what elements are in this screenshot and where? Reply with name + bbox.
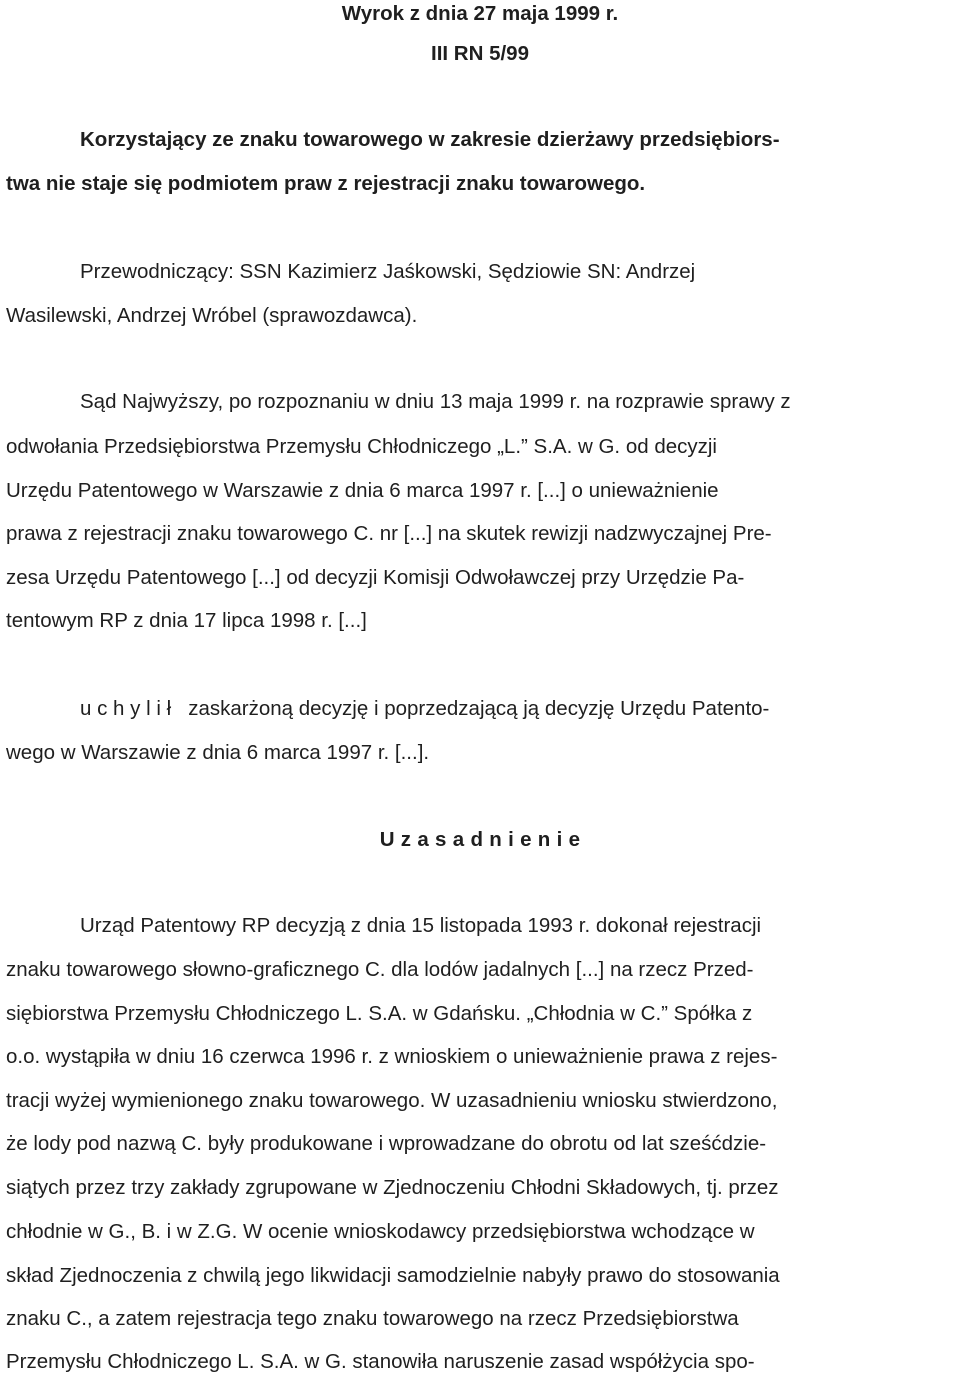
justification-line: znaku C., a zatem rejestracja tego znaku towarowego na rzecz Przedsiębiorstwa [6,1307,739,1330]
ruling-line: prawa z rejestracji znaku towarowego C. nr [...] na skutek rewizji nadzwyczajnej Pre- [6,522,772,545]
justification-line: znaku towarowego słowno-graficznego C. dla lodów jadalnych [...] na rzecz Przed- [6,958,754,981]
thesis-line: twa nie staje się podmiotem praw z rejestracji znaku towarowego. [6,172,646,195]
justification-line: o.o. wystąpiła w dniu 16 czerwca 1996 r. z wnioskiem o unieważnienie prawa z rejes- [6,1045,778,1068]
judgment-title: Wyrok z dnia 27 maja 1999 r. [341,2,619,25]
ruling-line: zesa Urzędu Patentowego [...] od decyzji Komisji Odwoławczej przy Urzędzie Pa- [6,566,745,589]
thesis-line: Korzystający ze znaku towarowego w zakresie dzierżawy przedsiębiors- [80,128,780,151]
decision-line: u c h y l i ł zaskarżoną decyzję i poprzedzającą ją decyzję Urzędu Patento- [80,697,770,720]
justification-line: Przemysłu Chłodniczego L. S.A. w G. stanowiła naruszenie zasad współżycia spo- [6,1350,755,1373]
justification-line: siębiorstwa Przemysłu Chłodniczego L. S.A. w Gdańsku. „Chłodnia w C.” Spółka z [6,1002,753,1025]
composition-line: Wasilewski, Andrzej Wróbel (sprawozdawca). [6,304,418,327]
justification-line: chłodnie w G., B. i w Z.G. W ocenie wnioskodawcy przedsiębiorstwa wchodzące w [6,1220,755,1243]
ruling-line: Sąd Najwyższy, po rozpoznaniu w dniu 13 maja 1999 r. na rozprawie sprawy z [80,390,791,413]
case-number: III RN 5/99 [431,42,529,65]
justification-heading: U z a s a d n i e n i e [379,828,581,851]
justification-line: Urząd Patentowy RP decyzją z dnia 15 listopada 1993 r. dokonał rejestracji [80,914,762,937]
justification-line: tracji wyżej wymienionego znaku towarowego. W uzasadnieniu wniosku stwierdzono, [6,1089,778,1112]
ruling-line: Urzędu Patentowego w Warszawie z dnia 6 marca 1997 r. [...] o unieważnienie [6,479,719,502]
decision-line: wego w Warszawie z dnia 6 marca 1997 r. [...]. [6,741,430,764]
justification-line: skład Zjednoczenia z chwilą jego likwidacji samodzielnie nabyły prawo do stosowania [6,1264,780,1287]
justification-line: siątych przez trzy zakłady zgrupowane w Zjednoczeniu Chłodni Składowych, tj. przez [6,1176,779,1199]
justification-line: że lody pod nazwą C. były produkowane i wprowadzane do obrotu od lat sześćdzie- [6,1132,767,1155]
composition-line: Przewodniczący: SSN Kazimierz Jaśkowski, Sędziowie SN: Andrzej [80,260,696,283]
ruling-line: tentowym RP z dnia 17 lipca 1998 r. [...] [6,609,367,632]
ruling-line: odwołania Przedsiębiorstwa Przemysłu Chłodniczego „L.” S.A. w G. od decyzji [6,435,717,458]
